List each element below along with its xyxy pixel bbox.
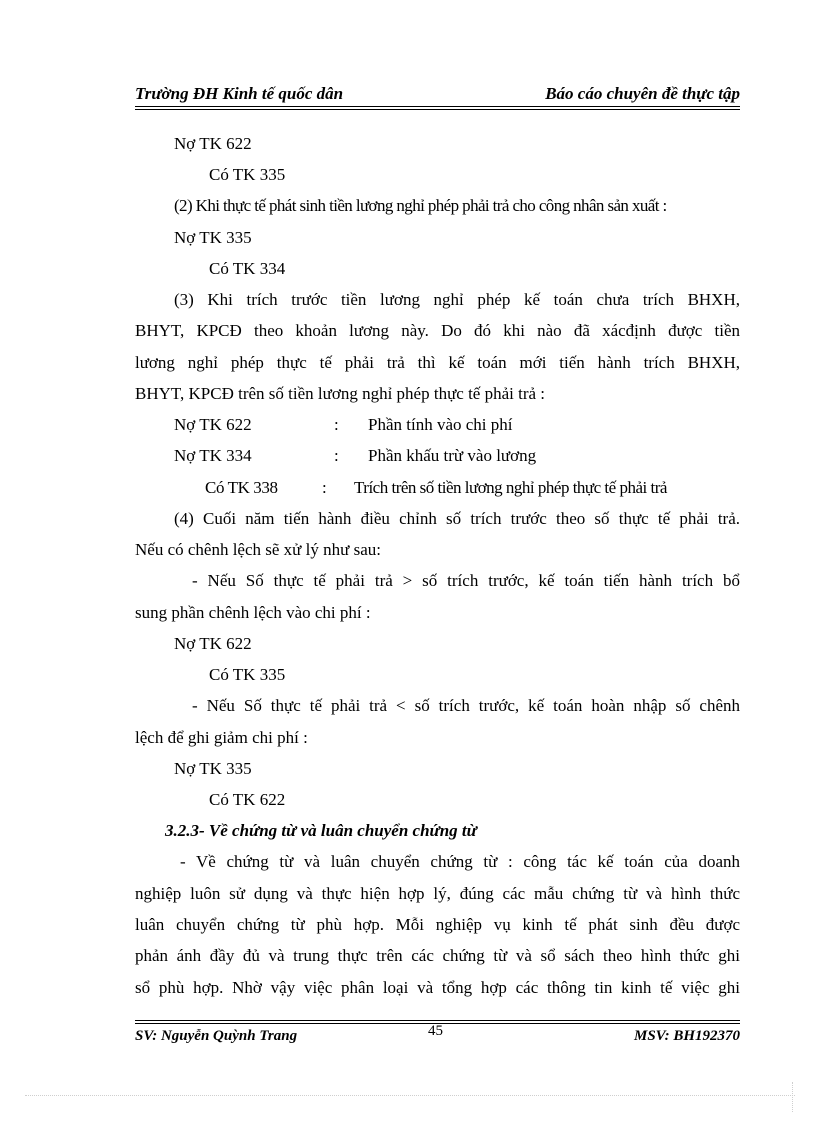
table-row-2-account: Nợ TK 334 [174,446,252,465]
entry-credit-622: Có TK 622 [209,790,286,809]
entry-debit-335: Nợ TK 335 [174,228,252,247]
footer-student-name: SV: Nguyễn Quỳnh Trang [135,1028,298,1044]
entry-credit-334: Có TK 334 [209,259,286,278]
page-number: 45 [428,1023,443,1039]
paragraph-3-line-1: (3) Khi trích trước tiền lương nghỉ phép kế toán chưa trích BHXH, [174,290,740,309]
table-row-3-colon: : [322,478,327,497]
paragraph-6-line-2: lệch để ghi giảm chi phí : [135,728,308,747]
table-row-3-description: Trích trên số tiền lương nghỉ phép thực tế phải trả [354,478,667,497]
table-row-1-colon: : [334,415,339,434]
paragraph-3-line-4: BHYT, KPCĐ trên số tiền lương nghỉ phép thực tế phải trả : [135,384,546,403]
paragraph-4-line-1: (4) Cuối năm tiến hành điều chỉnh số trích trước theo số thực tế phải trả. [174,509,740,528]
paragraph-5-line-2: sung phần chênh lệch vào chi phí : [135,603,371,622]
section-heading: 3.2.3- Về chứng từ và luân chuyển chứng từ [165,821,477,840]
paragraph-2: (2) Khi thực tế phát sinh tiền lương nghỉ phép phải trả cho công nhân sản xuất : [174,196,667,215]
paragraph-7-line-5: sổ phù hợp. Nhờ vậy việc phân loại và tổng hợp các thông tin kinh tế việc ghi [135,978,740,997]
entry-debit-335-b: Nợ TK 335 [174,759,252,778]
table-row-1-description: Phần tính vào chi phí [368,415,513,434]
paragraph-7-line-4: phản ánh đầy đủ và trung thực trên các chứng từ và sổ sách theo hình thức ghi [135,946,740,965]
paragraph-7-line-3: luân chuyển chứng từ phù hợp. Mỗi nghiệp vụ kinh tế phát sinh đều được [135,915,740,934]
paragraph-5-line-1: - Nếu Số thực tế phải trả > số trích trước, kế toán tiến hành trích bổ [192,571,740,590]
page-boundary-mark [792,1082,793,1112]
paragraph-7-line-2: nghiệp luôn sử dụng và thực hiện hợp lý, đúng các mẫu chứng từ và hình thức [135,884,740,903]
footer-student-id: MSV: BH192370 [634,1028,740,1044]
paragraph-7-line-1: - Về chứng từ và luân chuyển chứng từ : công tác kế toán của doanh [180,852,740,871]
page-boundary-dotted [25,1095,795,1096]
table-row-2-description: Phần khấu trừ vào lương [368,446,537,465]
paragraph-6-line-1: - Nếu Số thực tế phải trả < số trích trước, kế toán hoàn nhập số chênh [192,696,740,715]
page-footer [135,1028,740,1050]
paragraph-3-line-3: lương nghỉ phép thực tế phải trả thì kế toán mới tiến hành trích BHXH, [135,353,740,372]
paragraph-3-line-2: BHYT, KPCĐ theo khoản lương này. Do đó khi nào đã xácđịnh được tiền [135,321,740,340]
page-header [135,84,740,106]
header-report-title: Báo cáo chuyên đề thực tập [545,84,740,103]
paragraph-4-line-2: Nếu có chênh lệch sẽ xử lý như sau: [135,540,381,559]
table-row-1-account: Nợ TK 622 [174,415,252,434]
header-university: Trường ĐH Kinh tế quốc dân [135,84,344,103]
entry-debit-622-b: Nợ TK 622 [174,634,252,653]
header-rule [135,106,740,110]
table-row-2-colon: : [334,446,339,465]
entry-credit-335-b: Có TK 335 [209,665,286,684]
entry-debit-622: Nợ TK 622 [174,134,252,153]
entry-credit-335: Có TK 335 [209,165,286,184]
table-row-3-account: Có TK 338 [205,478,278,497]
